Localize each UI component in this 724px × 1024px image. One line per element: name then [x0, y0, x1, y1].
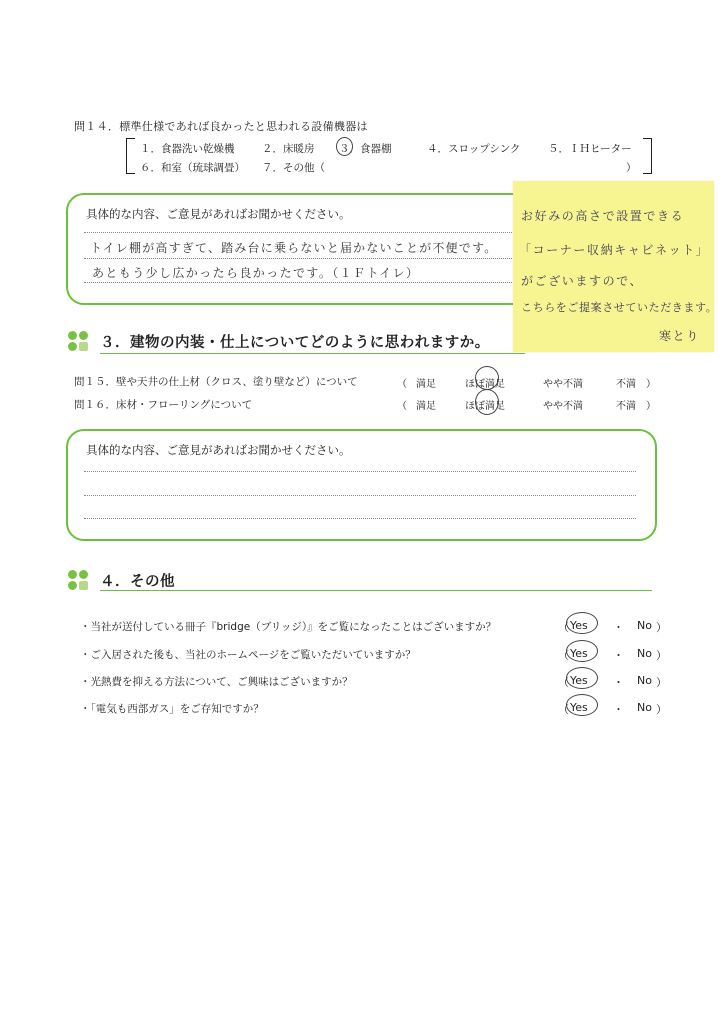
other-2-selected-circle [566, 640, 598, 662]
q16-option-mostly-satisfied[interactable]: ほぼ満足 [465, 401, 505, 412]
q14-option-1[interactable]: １．食器洗い乾燥機 [140, 143, 235, 155]
yn-close: ） [656, 676, 667, 689]
section-3-underline [100, 353, 525, 354]
q14-selected-circle [336, 137, 353, 156]
q14-option-7[interactable]: ７．その他（ [262, 162, 325, 174]
comment-box-1-title: 具体的な内容、ご意見があればお聞かせください。 [86, 207, 351, 221]
q14-question: 問１４．標準仕様であれば良かったと思われる設備機器は [74, 120, 368, 133]
other-3-yes[interactable]: Yes [570, 674, 588, 687]
comment-line [84, 471, 636, 472]
comment-line [84, 258, 514, 259]
comment-line [84, 282, 514, 283]
q15-option-dissatisfied[interactable]: 不満 [616, 379, 636, 390]
q16-option-satisfied[interactable]: 満足 [416, 401, 436, 412]
yn-close: ） [656, 703, 667, 716]
q14-other-close-paren: ） [626, 162, 637, 174]
q16-question: 問１６．床材・フローリングについて [74, 399, 253, 411]
q14-bracket-left [126, 138, 135, 174]
q14-option-3[interactable]: ３．食器棚 [339, 143, 392, 155]
other-3-selected-circle [566, 667, 598, 689]
q15-question: 問１５．壁や天井の仕上材（クロス、塗り壁など）について [74, 376, 358, 388]
comment-handwriting-2: あともう少し広かったら良かったです。（１Ｆトイレ） [92, 266, 420, 280]
other-4-selected-circle [566, 694, 598, 716]
other-4-yes[interactable]: Yes [570, 701, 588, 714]
yn-dot: ・ [613, 649, 624, 662]
section-4-title: ４．その他 [100, 574, 175, 590]
yn-open: （ [558, 621, 569, 634]
sticky-signature: 寒とり [659, 329, 700, 343]
yn-open: （ [558, 676, 569, 689]
q14-option-6[interactable]: ６．和室（琉球調畳） [140, 162, 245, 174]
other-question-4: ・「電気も西部ガス」をご存知ですか？ [80, 703, 264, 715]
comment-handwriting-1: トイレ棚が高すぎて、踏み台に乗らないと届かないことが不便です。 [90, 241, 498, 255]
clover-icon [68, 331, 90, 353]
q16-option-dissatisfied[interactable]: 不満 [616, 401, 636, 412]
sticky-line-1: お好みの高さで設置できる [521, 209, 685, 223]
other-1-selected-circle [566, 612, 598, 634]
sticky-line-2: 「コーナー収納キャビネット」 [519, 243, 710, 257]
q15-selected-circle [475, 366, 499, 390]
q15-option-satisfied[interactable]: 満足 [416, 379, 436, 390]
other-2-no[interactable]: No [637, 647, 652, 660]
comment-box-2-title: 具体的な内容、ご意見があればお聞かせください。 [86, 443, 351, 457]
scale-open: （ [397, 379, 407, 390]
other-question-3: ・光熱費を抑える方法について、ご興味はございますか？ [80, 676, 353, 688]
sticky-line-4: こちらをご提案させていただきます。 [521, 301, 718, 314]
sticky-note [513, 181, 718, 352]
q15-option-mostly-satisfied[interactable]: ほぼ満足 [465, 379, 505, 390]
clover-icon [68, 570, 90, 592]
comment-line [84, 495, 636, 496]
yn-dot: ・ [613, 703, 624, 716]
yn-open: （ [558, 649, 569, 662]
other-3-no[interactable]: No [637, 674, 652, 687]
q14-option-4[interactable]: ４．スロップシンク [427, 143, 521, 155]
section-4-underline [100, 590, 652, 591]
yn-open: （ [558, 703, 569, 716]
q15-option-somewhat-dissatisfied[interactable]: やや不満 [543, 379, 583, 390]
other-question-1: ・当社が送付している冊子『bridge（ブリッジ）』をご覧になったことはございますか？ [80, 621, 497, 633]
comment-line [84, 518, 636, 519]
q16-selected-circle [475, 389, 499, 415]
yn-close: ） [656, 649, 667, 662]
other-question-2: ・ご入居された後も、当社のホームページをご覧いただいていますか？ [80, 649, 416, 661]
scale-open: （ [397, 401, 407, 412]
q14-option-5[interactable]: ５．ＩＨヒーター [548, 143, 632, 155]
sticky-line-3: がございますので、 [521, 274, 644, 288]
other-2-yes[interactable]: Yes [570, 647, 588, 660]
scale-close: ） [646, 379, 656, 390]
q14-bracket-right [643, 138, 652, 174]
section-3-title: ３．建物の内装・仕上についてどのように思われますか。 [100, 335, 490, 351]
other-4-no[interactable]: No [637, 701, 652, 714]
yn-close: ） [656, 621, 667, 634]
comment-line [84, 232, 514, 233]
yn-dot: ・ [613, 676, 624, 689]
scale-close: ） [646, 401, 656, 412]
yn-dot: ・ [613, 621, 624, 634]
other-1-no[interactable]: No [637, 619, 652, 632]
q16-option-somewhat-dissatisfied[interactable]: やや不満 [543, 401, 583, 412]
q14-option-2[interactable]: ２．床暖房 [262, 143, 315, 155]
other-1-yes[interactable]: Yes [570, 619, 588, 632]
